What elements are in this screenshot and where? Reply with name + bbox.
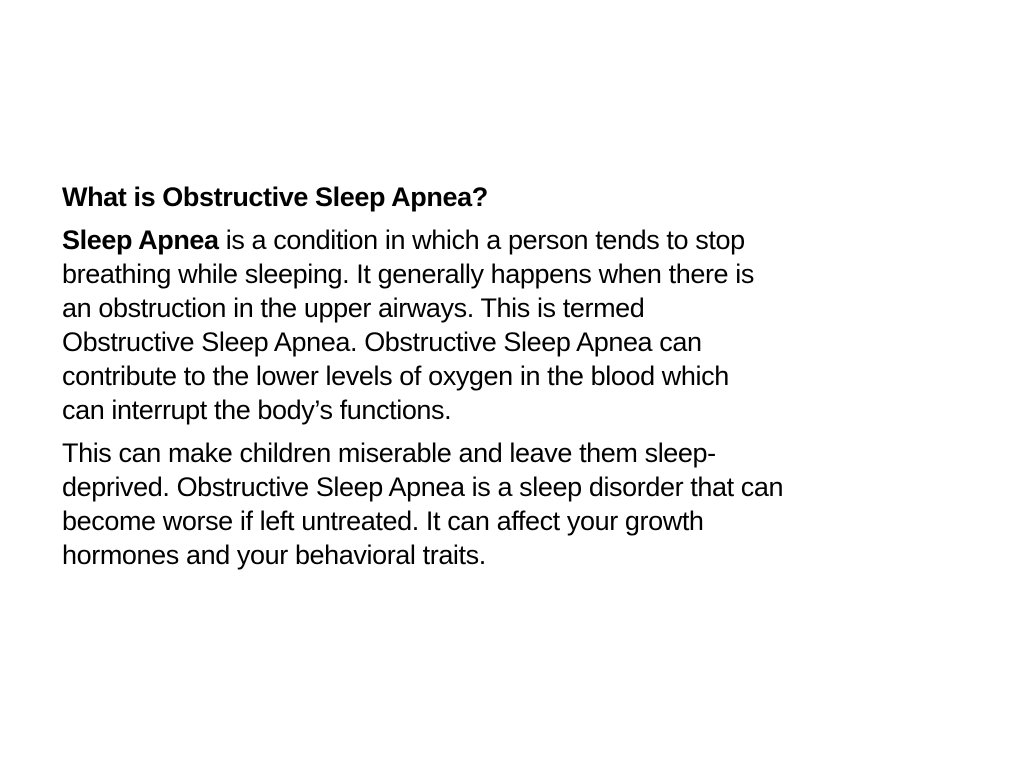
paragraph-line: Obstructive Sleep Apnea. Obstructive Sleep Apnea can [62, 327, 702, 357]
paragraph-line: contribute to the lower levels of oxygen in the blood which [62, 361, 729, 391]
bold-term: Sleep Apnea [62, 225, 219, 255]
paragraph-line: This can make children miserable and leave them sleep- [62, 438, 716, 468]
paragraph-line [62, 223, 962, 257]
paragraph-line: deprived. Obstructive Sleep Apnea is a sleep disorder that can [62, 472, 784, 502]
paragraph-effects [62, 436, 962, 572]
line-text: is a condition in which a person tends to stop [218, 225, 745, 255]
paragraph-line: hormones and your behavioral traits. [62, 540, 486, 570]
paragraph-line: an obstruction in the upper airways. This is termed [62, 293, 645, 323]
slide-heading: What is Obstructive Sleep Apnea? [62, 182, 488, 212]
paragraph-line: breathing while sleeping. It generally happens when there is [62, 259, 754, 289]
paragraph-line: become worse if left untreated. It can affect your growth [62, 506, 704, 536]
paragraph-line: can interrupt the body’s functions. [62, 395, 452, 425]
slide-content [62, 180, 962, 581]
paragraph-intro [62, 223, 962, 427]
